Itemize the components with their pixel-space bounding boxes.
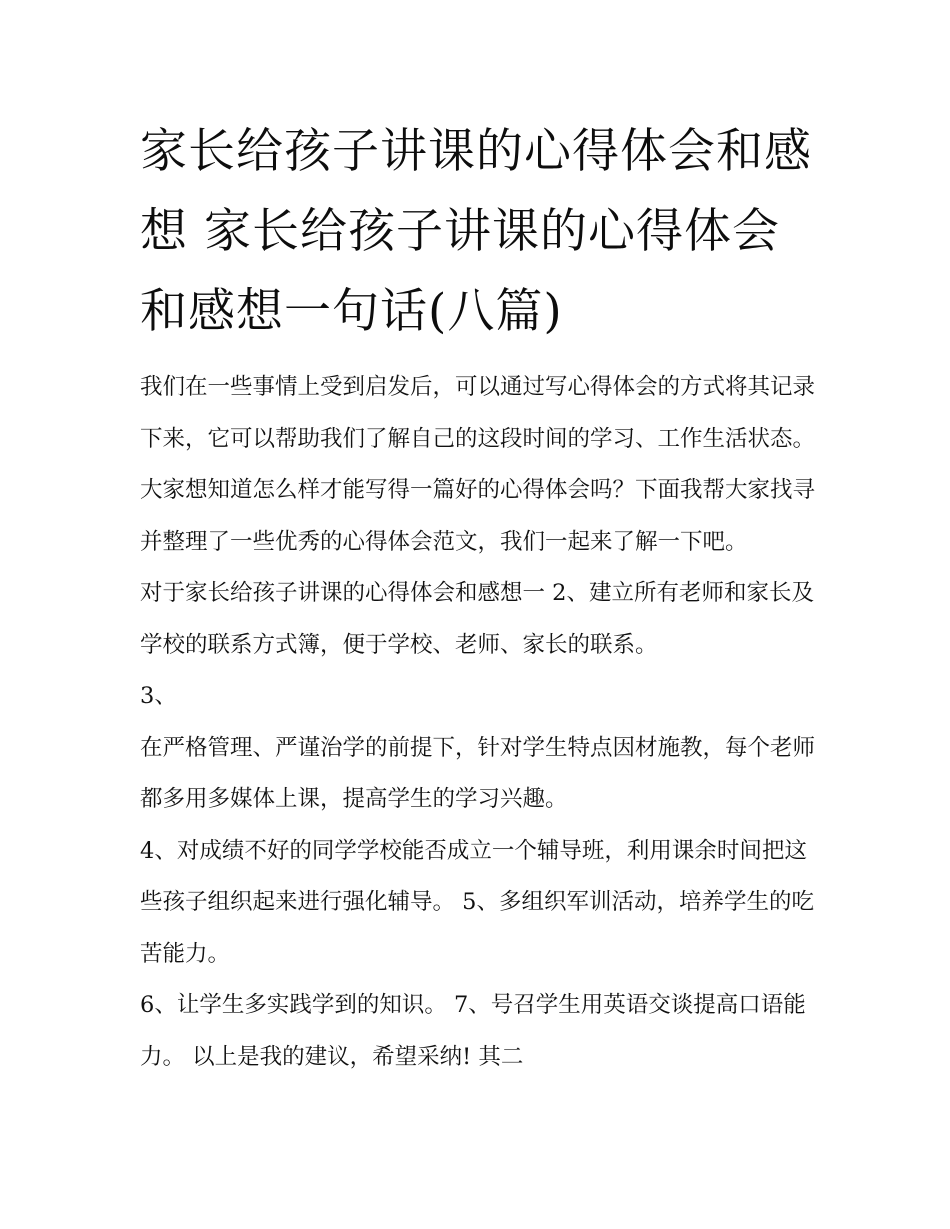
document-body [140,112,820,1083]
document-title: 家长给孩子讲课的心得体会和感想 家长给孩子讲课的心得体会和感想一句话(八篇) [140,124,812,339]
paragraph-point-2: 对于家长给孩子讲课的心得体会和感想一 2、建立所有老师和家长及学校的联系方式簿，便于学校、老师、家长的联系。 [140,580,814,658]
title-spacer [140,352,820,362]
paragraph-point-3-label: 3、 [140,683,177,709]
paragraph-point-6-7: 6、让学生多实践学到的知识。 7、号召学生用英语交谈提高口语能力。 以上是我的建议，希望采纳! 其二 [140,992,806,1070]
paragraph-point-4-5: 4、对成绩不好的同学学校能否成立一个辅导班，利用课余时间把这些孩子组织起来进行强化辅导。 5、多组织军训活动，培养学生的吃苦能力。 [140,837,814,967]
paragraph-point-3: 在严格管理、严谨治学的前提下，针对学生特点因材施教，每个老师都多用多媒体上课，提高学生的学习兴趣。 [140,734,816,812]
paragraph-intro: 我们在一些事情上受到启发后，可以通过写心得体会的方式将其记录下来，它可以帮助我们了解自己的这段时间的学习、工作生活状态。大家想知道怎么样才能写得一篇好的心得体会吗？下面我帮大家找寻并整理了一些优秀的心得体会范文，我们一起来了解一下吧。 [140,374,816,555]
